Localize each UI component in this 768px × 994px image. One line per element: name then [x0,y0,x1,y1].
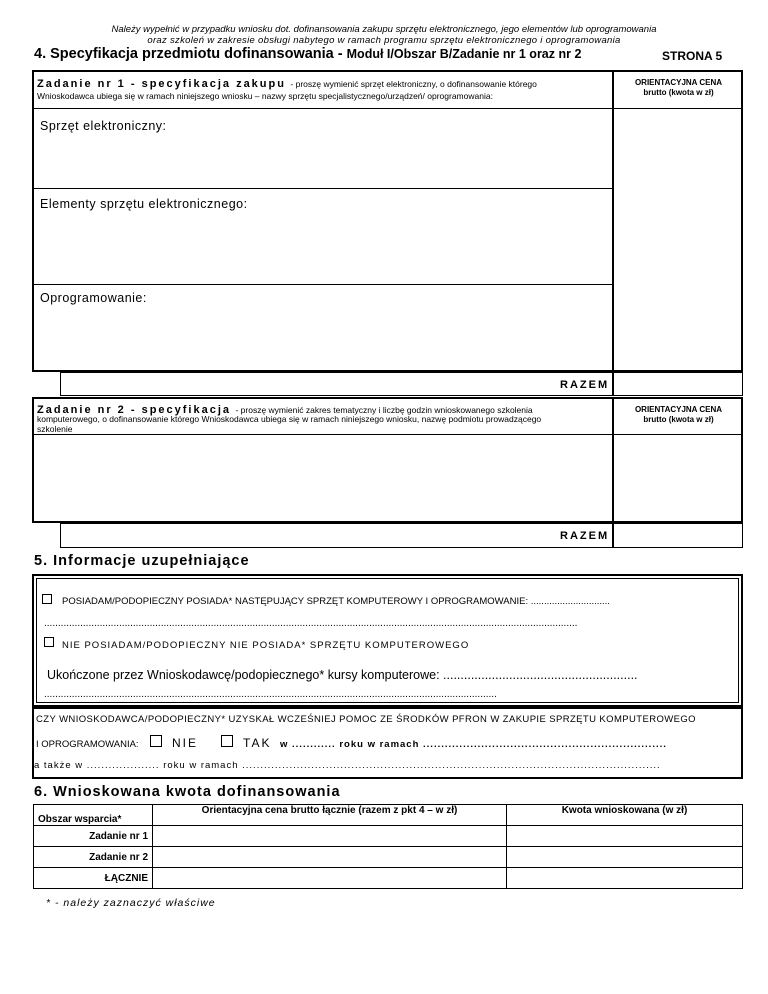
task1-desc2: Wnioskodawca ubiega się w ramach niniejszego wniosku – nazwy sprzętu specjalistycznego/urządzeń/ oprogramowania: [37,91,493,101]
task1-line1 [32,188,612,189]
task2-desc2: komputerowego, o dofinansowanie którego Wnioskodawca ubiega się w ramach niniejszego wniosku, nazwę podmiotu prowadzącego [37,414,542,424]
no-equipment-label: NIE POSIADAM/PODOPIECZNY NIE POSIADA* SPRZĘTU KOMPUTEROWEGO [62,640,470,651]
task1-razem-divider [612,372,614,396]
pfron-yes-details[interactable]: w ............ roku w ramach ................................................................... [280,739,667,750]
task2-desc3: szkolenie [37,424,73,434]
pfron-yes-label: TAK [243,736,272,750]
courses-label: Ukończone przez Wnioskodawcę/podopiecznego* kursy komputerowe: ........................................................ [47,668,638,682]
no-equipment-checkbox[interactable] [44,637,54,647]
task2-desc1: - proszę wymienić zakres tematyczny i liczbę godzin wnioskowanego szkolenia [235,405,533,415]
task2-price-head2: brutto (kwota w zł) [643,415,714,424]
section4-title-sub: Moduł I/Obszar B/Zadanie nr 1 oraz nr 2 [346,47,582,61]
task1-razem-row [60,372,743,396]
courses-dots-line[interactable]: ................................................................................................................................................................... [44,689,497,700]
pfron-question-line2: I OPROGRAMOWANIA: [36,739,139,750]
task2-title: Zadanie nr 2 - specyfikacja [37,404,232,416]
header-note-line2: oraz szkoleń w zakresie obsługi nabytego w ramach programu sprzętu elektronicznego i oprogramowania [147,35,621,46]
task1-item-electronics: Sprzęt elektroniczny: [40,119,167,133]
pfron-yes-checkbox[interactable] [221,735,233,747]
task1-header [37,74,607,92]
task2-razem-divider [612,523,614,548]
task1-title: Zadanie nr 1 - specyfikacja zakupu [37,78,286,90]
task2-price-header [614,405,743,425]
has-equipment-checkbox[interactable] [42,594,52,604]
task1-price-header [614,78,743,98]
task1-razem-label: RAZEM [560,379,610,391]
task1-line2 [32,284,612,285]
header-note-line1: Należy wypełnić w przypadku wniosku dot. dofinansowania zakupu sprzętu elektronicznego, jego elementów lub oprogramowania [111,24,657,35]
task2-razem-row [60,523,743,548]
task2-head-line [32,434,743,435]
funding-task1-price-cell[interactable] [153,826,507,847]
funding-total-price-cell[interactable] [153,868,507,889]
funding-task2-amount-cell[interactable] [507,847,743,868]
funding-col-amount: Kwota wnioskowana (w zł) [507,805,743,826]
task1-price-head2: brutto (kwota w zł) [643,88,714,97]
section4-title-main: 4. Specyfikacja przedmiotu dofinansowania - [34,46,347,62]
task2-price-head1: ORIENTACYJNA CENA [634,405,723,414]
has-equipment-label: POSIADAM/PODOPIECZNY POSIADA* NASTĘPUJĄCY SPRZĘT KOMPUTEROWY I OPROGRAMOWANIE: .............................. [62,596,610,607]
task1-desc1: - proszę wymienić sprzęt elektroniczny, o dofinansowanie którego [290,79,537,89]
task1-head-line [32,108,743,109]
footnote: * - należy zaznaczyć właściwe [46,897,216,909]
section4-title [34,46,581,62]
funding-row-total: ŁĄCZNIE [34,868,153,889]
pfron-also-line[interactable]: a także w .................... roku w ramach ................................................................................................................... [34,760,661,771]
funding-row-task1: Zadanie nr 1 [34,826,153,847]
funding-table [33,804,743,889]
task1-divider [612,70,614,372]
funding-total-amount-cell[interactable] [507,868,743,889]
pfron-question-line1: CZY WNIOSKODAWCA/PODOPIECZNY* UZYSKAŁ WCZEŚNIEJ POMOC ZE ŚRODKÓW PFRON W ZAKUPIE SPRZĘTU KOMPUTEROWEGO [36,714,696,725]
equipment-dots-line[interactable]: ................................................................................................................................................................................................ [44,618,578,629]
funding-task1-amount-cell[interactable] [507,826,743,847]
section5-title: 5. Informacje uzupełniające [34,553,250,569]
task1-item-parts: Elementy sprzętu elektronicznego: [40,197,248,211]
pfron-no-label: NIE [172,736,199,750]
funding-col-price: Orientacyjna cena brutto łącznie (razem z pkt 4 – w zł) [153,805,507,826]
task1-price-head1: ORIENTACYJNA CENA [634,78,723,87]
pfron-no-checkbox[interactable] [150,735,162,747]
funding-col-area: Obszar wsparcia* [34,805,153,826]
task1-item-software: Oprogramowanie: [40,291,147,305]
funding-row-task2: Zadanie nr 2 [34,847,153,868]
page-number: STRONA 5 [662,49,723,63]
section6-title: 6. Wnioskowana kwota dofinansowania [34,784,341,800]
funding-task2-price-cell[interactable] [153,847,507,868]
task1-frame [32,70,743,372]
task2-razem-label: RAZEM [560,530,610,542]
